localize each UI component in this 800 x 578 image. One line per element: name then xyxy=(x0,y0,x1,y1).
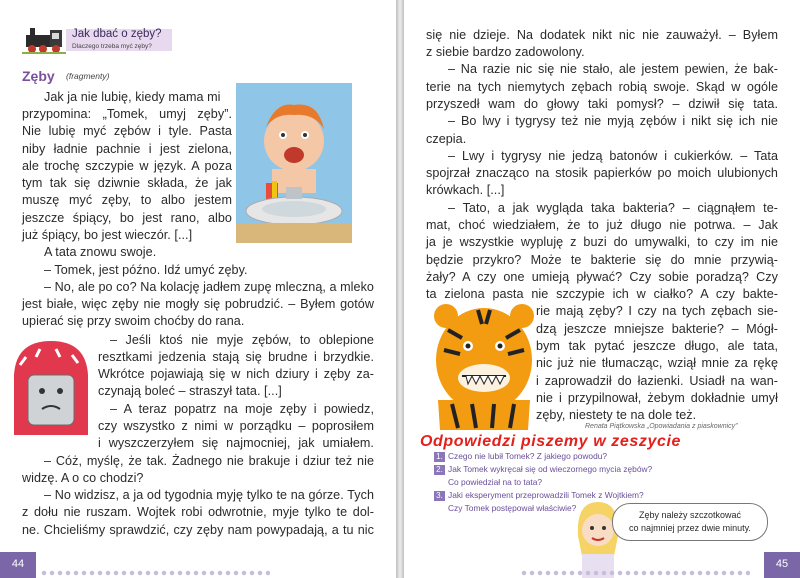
text-line: widzę. A o co chodzi? xyxy=(22,471,144,485)
text-line: – Bo lwy i tygrysy też nie myją zębów i nikt się ich nie xyxy=(448,114,778,128)
text-line: czepia. xyxy=(426,132,467,146)
header-title: Jak dbać o zęby? xyxy=(72,28,162,40)
text-line: – Jeśli ktoś nie myje zębów, to oblepione xyxy=(110,333,374,347)
bubble-line: Zęby należy szczotkować xyxy=(638,510,742,520)
text-line: będzie przykro? Może te bakterie się do mnie przywią- xyxy=(426,253,778,267)
book-gutter xyxy=(396,0,404,578)
text-line: żały? A czy one umieją pływać? Czy sobie poradzą? Czy xyxy=(426,270,778,284)
text-line: przypomina: „Tomek, umyj zęby”. xyxy=(22,107,232,121)
question-3-continued: Czy Tomek postępował właściwie? xyxy=(448,503,577,513)
text-line: resztkami jedzenia stają się brudne i brzydkie. xyxy=(98,350,374,364)
page-number-left: 44 xyxy=(0,552,36,578)
text-line: jest białe, więc zęby nie mogły się pobrudzić. – Byłem gotów xyxy=(22,297,374,311)
train-icon xyxy=(22,25,68,55)
text-line: – Lwy i tygrysy nie jedzą batonów i cukierków. – Tata xyxy=(448,149,778,163)
text-line: – No, ale po co? Na kolację jadłem zupę mleczną, a mleko xyxy=(44,280,374,294)
page-number-right: 45 xyxy=(764,552,800,578)
sad-tooth-illustration xyxy=(6,335,96,445)
text-line: i zaprowadził do łazienki. Usiadł na wan- xyxy=(536,374,778,388)
text-line: ale trochę szczypie w język. A poza xyxy=(22,159,232,173)
question-2-continued: Co powiedział na to tata? xyxy=(448,477,543,487)
footer-dots-right xyxy=(520,570,750,576)
text-line: krówkach. [...] xyxy=(426,183,505,197)
question-text: Czego nie lubił Tomek? Z jakiego powodu? xyxy=(448,451,608,461)
text-line: terie na tych niemytych zębach robią swoje. Skąd w ogóle xyxy=(426,80,778,94)
text-line: dzą jeszcze mniejsze bakterie? – Mógł- xyxy=(536,322,778,336)
source-caption: Renata Piątkowska „Opowiadania z piaskownicy” xyxy=(585,423,738,430)
text-line: tym tak się dziwnie składa, że jak xyxy=(22,176,232,190)
text-line: jeszcze śpiący, bo jest rano, albo xyxy=(22,211,232,225)
question-number: 2. xyxy=(434,465,445,475)
text-line: już śpiący, bo jest wieczór. [...] xyxy=(22,228,193,242)
text-line: ne. Chcieliśmy sprawdzić, czy zęby nam powypadają, a tu nic xyxy=(22,523,374,537)
text-line: – Tato, a jak wygląda taka bakteria? – ciągnąłem te- xyxy=(448,201,778,215)
text-line: spojrzał znacząco na stosik papierków po moich ulubionych xyxy=(426,166,778,180)
footer-dots-left xyxy=(40,570,270,576)
text-line: z siebie bardzo zadowolony. xyxy=(426,45,585,59)
text-line: – No widzisz, a ja od tygodnia myję tylko te na górze. Tych xyxy=(44,488,374,502)
text-line: mat, choć wiedziałem, że to już długo nie potrwa. – Jak xyxy=(426,218,778,232)
text-line: przyszedł wam do głowy taki pomysł? – dziwił się tata. xyxy=(426,97,778,111)
question-2 xyxy=(434,464,652,475)
story-title: Zęby xyxy=(22,68,55,84)
text-line: A tata znowu swoje. xyxy=(44,245,157,259)
question-3 xyxy=(434,490,644,501)
speech-bubble xyxy=(612,503,768,541)
text-line: Jak ja nie lubię, kiedy mama mi xyxy=(44,90,221,104)
text-line: ja je wszystkie wypluję z buzi do umywalki, to czy im nie xyxy=(426,235,778,249)
question-text: Jak Tomek wykręcał się od wieczornego mycia zębów? xyxy=(448,464,653,474)
text-line: nie i przypilnował, żebym dokładnie umył xyxy=(536,391,778,405)
text-line: Nie lubię myć zębów i tyle. Pasta xyxy=(22,124,232,138)
question-1 xyxy=(434,451,607,462)
question-number: 1. xyxy=(434,452,445,462)
text-line: bym tak pytać jeszcze długo, ale tata, xyxy=(536,339,778,353)
text-line: czy wszystko z nimi w porządku – poprosiłem xyxy=(98,419,374,433)
text-line: ta zielona pasta nie szczypie ich w ciałko? A czy bakte- xyxy=(426,287,778,301)
text-line: – Tomek, jest późno. Idź umyć zęby. xyxy=(44,263,248,277)
text-line: nic już nie tłumacząc, wziął mnie za rękę xyxy=(536,356,778,370)
answer-header: Odpowiedzi piszemy w zeszycie xyxy=(420,433,682,450)
text-line: Wkrótce pojawiają się w nich dziury i zęby za- xyxy=(98,367,374,381)
tiger-illustration xyxy=(428,290,540,430)
text-line: czynają boleć – straszył tata. [...] xyxy=(98,384,282,398)
question-text: Jaki eksperyment przeprowadzili Tomek z Wojtkiem? xyxy=(448,490,644,500)
text-line: się nie dzieje. Na dodatek nikt nic nie zauważył. – Byłem xyxy=(426,28,778,42)
text-line: – Cóż, myślę, że tak. Żadnego nie brakuje i dziur też nie xyxy=(44,454,374,468)
text-line: upierać się przy swoim choćby do rana. xyxy=(22,314,245,328)
text-line: z dołu nie ruszam. Wojtek robi odwrotnie, myje tylko te dol- xyxy=(22,505,374,519)
text-line: i wyszczerzyłem się najmocniej, jak umiałem. xyxy=(98,436,374,450)
bubble-line: co najmniej przez dwie minuty. xyxy=(629,523,751,533)
text-line: – A teraz popatrz na moje zęby i powiedz, xyxy=(110,402,374,416)
question-number: 3. xyxy=(434,491,445,501)
boy-at-sink-illustration xyxy=(236,83,352,243)
text-line: muszę myć zęby, to albo jestem xyxy=(22,193,232,207)
text-line: rie mają zęby? I czy na tych zębach sie- xyxy=(536,304,778,318)
text-line: zęby, niestety te na dole też. xyxy=(536,408,697,422)
header-subtitle: Dlaczego trzeba myć zęby? xyxy=(72,43,152,50)
story-note: (fragmenty) xyxy=(66,71,110,81)
text-line: niby ładnie pachnie i jest zielona, xyxy=(22,142,232,156)
text-line: – Na razie nic się nie stało, ale jestem pewien, że bak- xyxy=(448,62,778,76)
